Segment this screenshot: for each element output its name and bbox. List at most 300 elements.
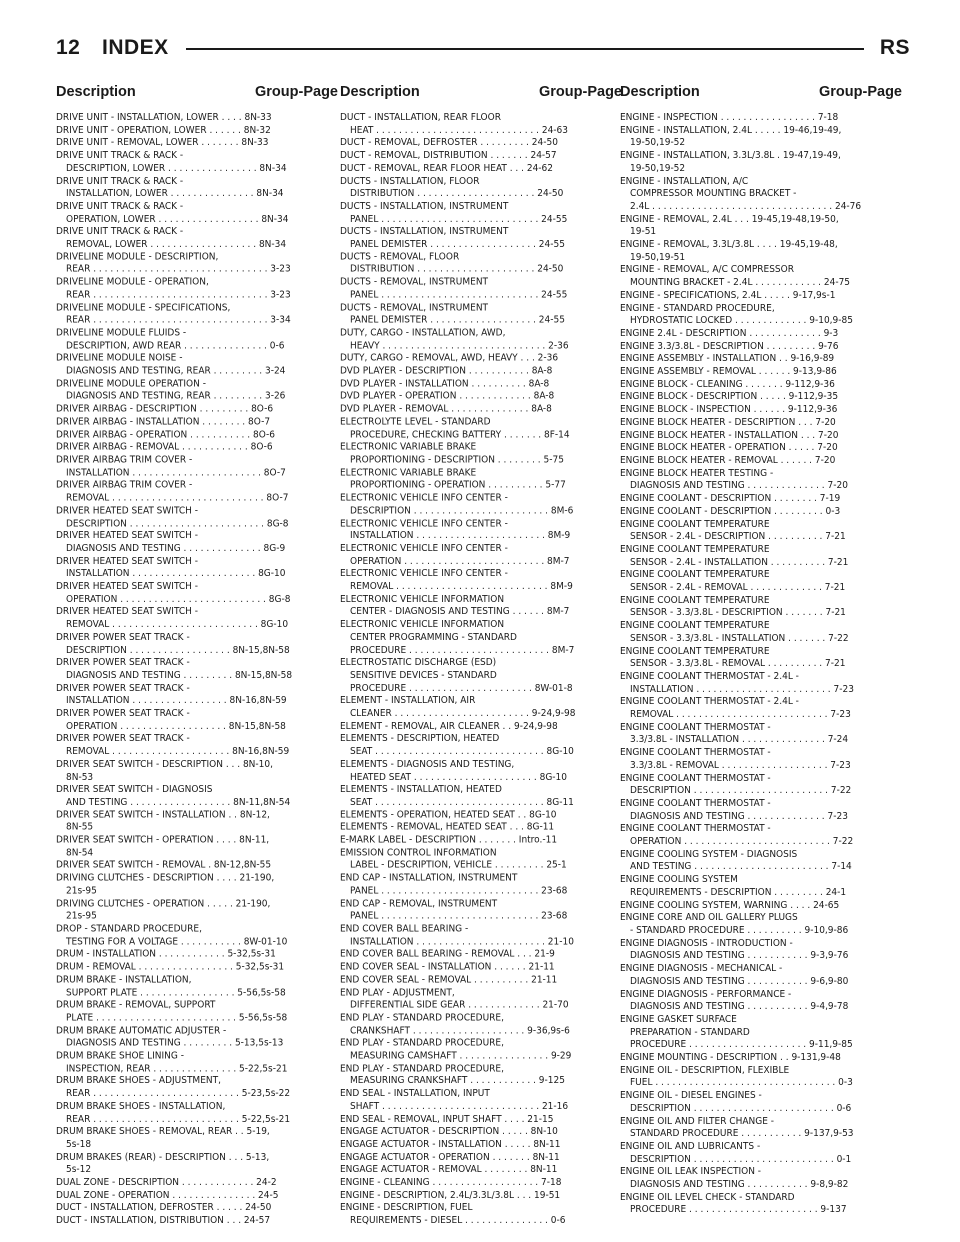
index-entry <box>620 303 902 328</box>
index-entry-text: DRIVER HEATED SEAT SWITCH - OPERATION . . . . . . . . . . . . . . . . . . . . . . . . . . 8G-8 <box>56 581 291 605</box>
index-entry-text: DUCTS - REMOVAL, INSTRUMENT PANEL DEMISTER . . . . . . . . . . . . . . . . . . . 24-55 <box>340 302 565 326</box>
index-entry-text: DRIVER HEATED SEAT SWITCH - DIAGNOSIS AND TESTING . . . . . . . . . . . . . . 8G-9 <box>56 530 286 555</box>
index-entry <box>340 962 622 975</box>
index-entry <box>620 328 902 341</box>
index-entry-text: ENGINE - INSPECTION . . . . . . . . . . . . . . . . . 7-18 <box>620 112 839 123</box>
index-entry-text: DRIVER POWER SEAT TRACK - DESCRIPTION . . . . . . . . . . . . . . . . . . 8N-15,8N-58 <box>56 631 290 656</box>
index-entry <box>56 962 338 975</box>
index-entry-text: ENGINE BLOCK HEATER - REMOVAL . . . . . . 7-20 <box>620 454 836 466</box>
index-entry-text: EMISSION CONTROL INFORMATION LABEL - DESCRIPTION, VEHICLE . . . . . . . . . 25-1 <box>340 847 567 872</box>
index-entry <box>620 1052 902 1065</box>
index-entry-text: DVD PLAYER - REMOVAL . . . . . . . . . . . . . . 8A-8 <box>340 403 552 415</box>
index-entry-text: ENGINE DIAGNOSIS - PERFORMANCE - DIAGNOSIS AND TESTING . . . . . . . . . . . 9-4,9-78 <box>620 988 849 1013</box>
group-page-heading: Group-Page <box>255 84 338 100</box>
index-entry-text: DRUM BRAKES (REAR) - DESCRIPTION . . . 5-13, 5s-12 <box>56 1151 270 1176</box>
index-entry <box>56 150 338 175</box>
index-entry-text: DUCT - INSTALLATION, DISTRIBUTION . . . 24-57 <box>56 1215 271 1227</box>
index-entry <box>340 619 622 657</box>
index-entry <box>56 1076 338 1101</box>
index-column-3 <box>620 84 902 1217</box>
index-entry-text: ENGINE COOLANT THERMOSTAT - DESCRIPTION . . . . . . . . . . . . . . . . . . . . . . . . 7-22 <box>620 772 852 797</box>
index-entry-text: ENGINE COOLING SYSTEM - DIAGNOSIS AND TESTING . . . . . . . . . . . . . . . . . . . . . . . . 7-14 <box>620 848 852 873</box>
index-entry <box>56 860 338 873</box>
page-header <box>56 36 910 66</box>
index-entry-text: END PLAY - STANDARD PROCEDURE, MEASURING CRANKSHAFT . . . . . . . . . . . . 9-125 <box>340 1063 565 1087</box>
index-entry <box>56 328 338 353</box>
index-entry <box>620 1141 902 1166</box>
index-entry <box>340 137 622 150</box>
index-entry-text: ENGINE BLOCK - INSPECTION . . . . . . 9-112,9-36 <box>620 404 838 416</box>
index-entry <box>56 873 338 898</box>
index-entry-text: DRIVER AIRBAG - OPERATION . . . . . . . . . . . 8O-6 <box>56 429 276 440</box>
description-heading: Description <box>56 84 136 100</box>
index-entry <box>620 1014 902 1052</box>
index-entry <box>56 353 338 378</box>
index-entry <box>56 835 338 860</box>
index-entry <box>56 1177 338 1190</box>
index-entry-text: END PLAY - STANDARD PROCEDURE, MEASURING CAMSHAFT . . . . . . . . . . . . . . . . 9-29 <box>340 1037 572 1062</box>
index-entry-text: ENGAGE ACTUATOR - OPERATION . . . . . . . 8N-11 <box>340 1151 560 1163</box>
page-title: INDEX <box>102 36 169 59</box>
index-entry-text: END COVER SEAL - REMOVAL . . . . . . . . . . 21-11 <box>340 974 558 986</box>
index-entry-text: ENGINE COOLANT TEMPERATURE SENSOR - 2.4L - DESCRIPTION . . . . . . . . . . 7-21 <box>620 518 846 543</box>
index-entry-text: ENGINE COOLANT THERMOSTAT - 2.4L - REMOVAL . . . . . . . . . . . . . . . . . . . . . . . . . . . 7-23 <box>620 696 851 721</box>
index-entry <box>620 722 902 747</box>
index-entry-text: ELEMENTS - INSTALLATION, HEATED SEAT . . . . . . . . . . . . . . . . . . . . . . . . . . . . . . 8G-11 <box>340 784 574 808</box>
index-entry <box>340 1190 622 1203</box>
index-entry-text: ELECTRONIC VARIABLE BRAKE PROPORTIONING - DESCRIPTION . . . . . . . . 5-75 <box>340 441 564 466</box>
index-entry-text: DUCT - REMOVAL, DEFROSTER . . . . . . . . . 24-50 <box>340 137 558 149</box>
index-entry-text: DUAL ZONE - OPERATION . . . . . . . . . . . . . . . 24-5 <box>56 1189 279 1201</box>
index-entry-text: DRIVER POWER SEAT TRACK - INSTALLATION . . . . . . . . . . . . . . . . . 8N-16,8N-59 <box>56 682 287 707</box>
index-entry-text: ENGINE OIL - DIESEL ENGINES - DESCRIPTION . . . . . . . . . . . . . . . . . . . . . . . . . 0-6 <box>620 1090 852 1114</box>
index-entry-text: ENGINE COOLANT TEMPERATURE SENSOR - 3.3/3.8L - INSTALLATION . . . . . . . 7-22 <box>620 620 849 644</box>
index-entry-text: DRUM BRAKE AUTOMATIC ADJUSTER - DIAGNOSIS AND TESTING . . . . . . . . . 5-13,5s-13 <box>56 1024 284 1049</box>
index-entry <box>56 1025 338 1050</box>
index-entry <box>340 898 622 923</box>
index-entry-text: ELEMENTS - DIAGNOSIS AND TESTING, HEATED SEAT . . . . . . . . . . . . . . . . . . . . . . 8G-10 <box>340 758 567 783</box>
index-entry-text: ELEMENT - INSTALLATION, AIR CLEANER . . . . . . . . . . . . . . . . . . . . . . . . 9-24,9-98 <box>340 695 576 719</box>
index-entry <box>56 480 338 505</box>
index-entry-text: ENGINE - DESCRIPTION, 2.4L/3.3L/3.8L . . . 19-51 <box>340 1189 561 1201</box>
index-entry-text: ENGINE COOLING SYSTEM, WARNING . . . . 24-65 <box>620 899 840 911</box>
index-entry-text: E-MARK LABEL - DESCRIPTION . . . . . . . Intro.-11 <box>340 834 558 846</box>
index-entry <box>56 429 338 442</box>
index-entry-text: ENGINE ASSEMBLY - REMOVAL . . . . . . 9-13,9-86 <box>620 366 837 378</box>
index-entry <box>340 657 622 695</box>
index-entry <box>340 404 622 417</box>
index-entry <box>620 1192 902 1217</box>
index-entry <box>620 823 902 848</box>
index-entry-text: DRIVELINE MODULE NOISE - DIAGNOSIS AND TESTING, REAR . . . . . . . . . 3-24 <box>56 352 286 377</box>
index-entry <box>340 492 622 517</box>
index-entry <box>620 912 902 937</box>
index-entry <box>620 1065 902 1090</box>
index-entry <box>620 620 902 645</box>
index-entry-text: END COVER BALL BEARING - REMOVAL . . . 21-9 <box>340 948 555 960</box>
index-entry <box>620 1116 902 1141</box>
index-entry-text: ENGINE OIL AND LUBRICANTS - DESCRIPTION . . . . . . . . . . . . . . . . . . . . . . . . . 0-1 <box>620 1140 852 1165</box>
index-entry <box>56 1152 338 1177</box>
section-code: RS <box>879 36 910 59</box>
index-entry <box>340 353 622 366</box>
index-entry-text: DRUM BRAKE - INSTALLATION, SUPPORT PLATE . . . . . . . . . . . . . . . . . 5-56,5s-58 <box>56 974 286 998</box>
index-entry-text: END SEAL - REMOVAL, INPUT SHAFT . . . . 21-15 <box>340 1113 554 1125</box>
index-entry-text: ENGINE - INSTALLATION, A/C COMPRESSOR MOUNTING BRACKET - 2.4L . . . . . . . . . . . . . . . . . . . . . . . . . . . . . . . . 24-76 <box>620 175 862 212</box>
entry-list <box>56 112 338 1228</box>
description-heading: Description <box>340 84 420 100</box>
index-entry <box>56 1101 338 1126</box>
index-entry <box>620 696 902 721</box>
index-entry-text: DUCTS - INSTALLATION, FLOOR DISTRIBUTION . . . . . . . . . . . . . . . . . . . . . 24-50 <box>340 175 564 200</box>
index-entry-text: DRUM - INSTALLATION . . . . . . . . . . . . 5-32,5s-31 <box>56 948 276 960</box>
index-entry <box>340 1164 622 1177</box>
page-number: 12 <box>56 36 81 59</box>
index-entry <box>56 809 338 834</box>
index-entry <box>56 530 338 555</box>
index-entry-text: DRIVER AIRBAG - REMOVAL . . . . . . . . . . . . 8O-6 <box>56 441 273 453</box>
index-entry-text: END SEAL - INSTALLATION, INPUT SHAFT . . . . . . . . . . . . . . . . . . . . . . . . . . . . 21-16 <box>340 1088 569 1113</box>
index-entry <box>340 835 622 848</box>
index-entry-text: ENGINE - REMOVAL, 3.3L/3.8L . . . . 19-45,19-48, 19-50,19-51 <box>620 239 838 263</box>
index-entry-text: DRIVER AIRBAG TRIM COVER - REMOVAL . . . . . . . . . . . . . . . . . . . . . . . . . . . 8O-7 <box>56 479 289 504</box>
index-entry-text: END PLAY - ADJUSTMENT, DIFFERENTIAL SIDE GEAR . . . . . . . . . . . . . 21-70 <box>340 986 569 1011</box>
index-entry-text: DRIVER POWER SEAT TRACK - DIAGNOSIS AND TESTING . . . . . . . . . 8N-15,8N-58 <box>56 657 293 681</box>
index-entry <box>340 1063 622 1088</box>
index-entry <box>340 175 622 200</box>
index-entry <box>56 974 338 999</box>
index-entry <box>56 1190 338 1203</box>
index-entry <box>56 733 338 758</box>
index-entry-text: ELECTRONIC VEHICLE INFORMATION CENTER - DIAGNOSIS AND TESTING . . . . . . 8M-7 <box>340 593 570 618</box>
index-entry <box>56 632 338 657</box>
index-entry <box>56 581 338 606</box>
index-entry-text: DROP - STANDARD PROCEDURE, TESTING FOR A VOLTAGE . . . . . . . . . . . 8W-01-10 <box>56 923 288 948</box>
index-entry <box>620 404 902 417</box>
index-entry <box>340 1203 622 1228</box>
index-entry-text: ENGINE COOLANT TEMPERATURE SENSOR - 2.4L - INSTALLATION . . . . . . . . . . 7-21 <box>620 543 849 568</box>
index-entry <box>620 112 902 125</box>
index-entry-text: ENGINE BLOCK - CLEANING . . . . . . . 9-112,9-36 <box>620 378 835 390</box>
index-entry <box>340 251 622 276</box>
index-entry <box>56 898 338 923</box>
index-entry <box>340 1012 622 1037</box>
index-entry-text: DRIVELINE MODULE OPERATION - DIAGNOSIS AND TESTING, REAR . . . . . . . . . 3-26 <box>56 378 286 402</box>
index-entry-text: DRIVER AIRBAG TRIM COVER - INSTALLATION . . . . . . . . . . . . . . . . . . . . . . . 8O-7 <box>56 454 286 479</box>
index-entry <box>340 1152 622 1165</box>
index-entry-text: DRIVE UNIT TRACK & RACK - DESCRIPTION, LOWER . . . . . . . . . . . . . . . . 8N-34 <box>56 150 287 174</box>
entry-list <box>620 112 902 1217</box>
index-entry <box>340 1126 622 1139</box>
index-entry <box>620 430 902 443</box>
index-entry-text: ENGINE COOLANT THERMOSTAT - 3.3/3.8L - INSTALLATION . . . . . . . . . . . . . . . 7-24 <box>620 721 849 746</box>
index-entry-text: ELECTRONIC VEHICLE INFO CENTER - DESCRIPTION . . . . . . . . . . . . . . . . . . . . . . . . 8M-6 <box>340 492 574 517</box>
index-entry-text: DRIVER SEAT SWITCH - INSTALLATION . . 8N-12, 8N-55 <box>56 809 270 834</box>
index-entry <box>56 442 338 455</box>
index-entry-text: DRIVE UNIT - INSTALLATION, LOWER . . . . 8N-33 <box>56 112 272 123</box>
index-entry <box>620 264 902 289</box>
index-entry-text: DRIVING CLUTCHES - OPERATION . . . . . 21-190, 21s-95 <box>56 898 271 922</box>
index-entry <box>340 568 622 593</box>
index-entry-text: ENGINE - SPECIFICATIONS, 2.4L . . . . . 9-17,9s-1 <box>620 289 836 301</box>
index-entry <box>56 416 338 429</box>
index-entry-text: ENGINE - DESCRIPTION, FUEL REQUIREMENTS - DIESEL . . . . . . . . . . . . . . . 0-6 <box>340 1202 566 1227</box>
index-entry <box>340 442 622 467</box>
index-entry-text: ENGINE 2.4L - DESCRIPTION . . . . . . . . . . . . . 9-3 <box>620 327 839 339</box>
column-header <box>56 84 338 112</box>
index-entry-text: DRIVELINE MODULE FLUIDS - DESCRIPTION, AWD REAR . . . . . . . . . . . . . . . 0-6 <box>56 327 285 352</box>
index-entry <box>340 1114 622 1127</box>
index-entry <box>340 1038 622 1063</box>
index-entry <box>340 594 622 619</box>
index-entry <box>340 1139 622 1152</box>
index-entry <box>340 847 622 872</box>
index-entry-text: ENGINE COOLANT THERMOSTAT - OPERATION . . . . . . . . . . . . . . . . . . . . . . . . . . 7-22 <box>620 823 854 848</box>
index-entry-text: ELEMENTS - REMOVAL, HEATED SEAT . . . 8G-11 <box>340 822 555 834</box>
index-entry-text: DRIVE UNIT TRACK & RACK - REMOVAL, LOWER . . . . . . . . . . . . . . . . . . . 8N-34 <box>56 226 287 250</box>
index-entry-text: DRIVELINE MODULE - DESCRIPTION, REAR . . . . . . . . . . . . . . . . . . . . . . . . . . . . . . . 3-23 <box>56 251 291 276</box>
index-entry <box>56 683 338 708</box>
index-entry <box>620 341 902 354</box>
index-entry <box>340 378 622 391</box>
index-entry <box>56 1203 338 1216</box>
index-entry <box>56 708 338 733</box>
index-entry <box>620 290 902 303</box>
index-entry-text: ELECTRONIC VEHICLE INFO CENTER - REMOVAL . . . . . . . . . . . . . . . . . . . . . . . . . . . 8M-9 <box>340 568 573 593</box>
index-entry <box>340 150 622 163</box>
index-entry <box>56 924 338 949</box>
index-entry <box>340 949 622 962</box>
index-entry <box>620 353 902 366</box>
index-entry <box>340 873 622 898</box>
index-entry <box>340 163 622 176</box>
index-entry-text: ENGINE - INSTALLATION, 2.4L . . . . . 19-46,19-49, 19-50,19-52 <box>620 124 842 149</box>
index-entry <box>620 176 902 214</box>
index-entry <box>56 226 338 251</box>
index-entry <box>340 809 622 822</box>
index-entry <box>340 784 622 809</box>
index-entry-text: ENGINE BLOCK HEATER - DESCRIPTION . . . 7-20 <box>620 416 836 428</box>
index-entry-text: DUAL ZONE - DESCRIPTION . . . . . . . . . . . . . 24-2 <box>56 1177 277 1189</box>
index-entry-text: END PLAY - STANDARD PROCEDURE, CRANKSHAFT . . . . . . . . . . . . . . . . . . . . 9-36,9s-6 <box>340 1012 570 1036</box>
index-entry <box>340 391 622 404</box>
index-entry-text: DRIVER SEAT SWITCH - OPERATION . . . . 8N-11, 8N-54 <box>56 834 270 859</box>
index-entry <box>620 391 902 404</box>
index-entry-text: ENGINE COOLING SYSTEM REQUIREMENTS - DESCRIPTION . . . . . . . . . 24-1 <box>620 874 847 898</box>
index-entry <box>340 695 622 720</box>
index-entry-text: DUCTS - REMOVAL, INSTRUMENT PANEL . . . . . . . . . . . . . . . . . . . . . . . . . . . . 24-55 <box>340 276 568 301</box>
index-entry-text: DRIVER AIRBAG - INSTALLATION . . . . . . . . 8O-7 <box>56 416 271 428</box>
index-entry-text: ENGINE COOLANT TEMPERATURE SENSOR - 3.3/3.8L - DESCRIPTION . . . . . . . 7-21 <box>620 594 846 619</box>
index-entry-text: DRIVER HEATED SEAT SWITCH - REMOVAL . . . . . . . . . . . . . . . . . . . . . . . . . . 8G-10 <box>56 606 289 631</box>
index-entry-text: ENGINE GASKET SURFACE PREPARATION - STANDARD PROCEDURE . . . . . . . . . . . . . . . . . . . . . 9-11,9-85 <box>620 1013 853 1051</box>
index-column-2 <box>340 84 622 1230</box>
index-entry-text: ENGINE COOLANT - DESCRIPTION . . . . . . . . 7-19 <box>620 493 841 505</box>
index-entry <box>340 112 622 137</box>
group-page-heading: Group-Page <box>819 84 902 100</box>
index-entry-text: ENGINE OIL AND FILTER CHANGE - STANDARD PROCEDURE . . . . . . . . . . . 9-137,9-53 <box>620 1115 854 1140</box>
index-entry <box>340 721 622 734</box>
index-entry-text: ENGINE COOLANT THERMOSTAT - 2.4L - INSTALLATION . . . . . . . . . . . . . . . . . . . . . . . . 7-23 <box>620 670 854 695</box>
index-entry-text: DRIVER SEAT SWITCH - REMOVAL . 8N-12,8N-55 <box>56 860 272 872</box>
index-entry-text: DRUM BRAKE SHOES - INSTALLATION, REAR . . . . . . . . . . . . . . . . . . . . . . . . . . 5-22,5s-21 <box>56 1101 291 1125</box>
index-entry-text: DRIVER SEAT SWITCH - DIAGNOSIS AND TESTING . . . . . . . . . . . . . . . . . . 8N-11,8N-54 <box>56 784 291 808</box>
index-entry-text: ENGINE - CLEANING . . . . . . . . . . . . . . . . . . . 7-18 <box>340 1177 562 1189</box>
index-entry <box>620 798 902 823</box>
index-entry <box>56 505 338 530</box>
index-column-1 <box>56 84 338 1230</box>
index-entry-text: ENGINE COOLANT THERMOSTAT - DIAGNOSIS AND TESTING . . . . . . . . . . . . . . 7-23 <box>620 797 848 822</box>
index-entry <box>56 201 338 226</box>
index-entry-text: ELECTRONIC VARIABLE BRAKE PROPORTIONING - OPERATION . . . . . . . . . . 5-77 <box>340 467 566 491</box>
index-entry <box>56 1126 338 1151</box>
index-entry <box>56 1000 338 1025</box>
index-entry-text: ENGINE MOUNTING - DESCRIPTION . . 9-131,9-48 <box>620 1052 841 1064</box>
index-entry-text: ENGINE - INSTALLATION, 3.3L/3.8L . 19-47,19-49, 19-50,19-52 <box>620 150 841 174</box>
index-entry-text: ENGAGE ACTUATOR - REMOVAL . . . . . . . . 8N-11 <box>340 1164 558 1176</box>
index-entry <box>56 454 338 479</box>
index-entry-text: END COVER SEAL - INSTALLATION . . . . . . 21-11 <box>340 961 555 973</box>
index-entry-text: DRUM BRAKE SHOES - ADJUSTMENT, REAR . . . . . . . . . . . . . . . . . . . . . . . . . . 5-23,5s-22 <box>56 1075 291 1100</box>
index-entry <box>56 302 338 327</box>
index-entry-text: DRUM BRAKE SHOES - REMOVAL, REAR . . 5-19, 5s-18 <box>56 1126 270 1151</box>
index-entry <box>620 468 902 493</box>
index-entry <box>620 874 902 899</box>
index-entry <box>340 822 622 835</box>
index-entry <box>340 733 622 758</box>
index-entry-text: DRIVE UNIT TRACK & RACK - OPERATION, LOWER . . . . . . . . . . . . . . . . . . 8N-34 <box>56 200 289 225</box>
index-entry <box>56 607 338 632</box>
index-entry-text: ENGINE 3.3/3.8L - DESCRIPTION . . . . . . . . . 9-76 <box>620 340 839 352</box>
index-entry-text: DRIVELINE MODULE - OPERATION, REAR . . . . . . . . . . . . . . . . . . . . . . . . . . . . . . . 3-23 <box>56 276 291 301</box>
index-entry <box>340 201 622 226</box>
index-entry <box>340 1177 622 1190</box>
index-entry-text: ENGINE DIAGNOSIS - INTRODUCTION - DIAGNOSIS AND TESTING . . . . . . . . . . . 9-3,9-76 <box>620 937 849 962</box>
index-entry <box>56 1050 338 1075</box>
index-entry <box>620 900 902 913</box>
index-entry-text: DRIVE UNIT - REMOVAL, LOWER . . . . . . . 8N-33 <box>56 137 269 149</box>
index-entry-text: ENGINE COOLANT THERMOSTAT - 3.3/3.8L - REMOVAL . . . . . . . . . . . . . . . . . . . 7-23 <box>620 747 851 771</box>
index-entry <box>620 417 902 430</box>
index-entry <box>56 657 338 682</box>
index-entry-text: DVD PLAYER - INSTALLATION . . . . . . . . . . 8A-8 <box>340 378 550 390</box>
index-entry-text: DRUM BRAKE - REMOVAL, SUPPORT PLATE . . . . . . . . . . . . . . . . . . . . . . . . . 5-56,5s-58 <box>56 999 288 1024</box>
index-entry <box>340 543 622 568</box>
index-entry <box>56 137 338 150</box>
index-entry <box>620 506 902 519</box>
index-entry-text: ENGINE OIL LEVEL CHECK - STANDARD PROCEDURE . . . . . . . . . . . . . . . . . . . . . . . 9-137 <box>620 1191 847 1216</box>
index-entry-text: ELECTRONIC VEHICLE INFORMATION CENTER PROGRAMMING - STANDARD PROCEDURE . . . . . . . . . . . . . . . . . . . . . . . . . 8M-7 <box>340 619 575 656</box>
index-entry <box>620 849 902 874</box>
index-entry <box>340 328 622 353</box>
header-rule <box>186 48 864 50</box>
index-entry-text: ELECTROLYTE LEVEL - STANDARD PROCEDURE, CHECKING BATTERY . . . . . . . 8F-14 <box>340 416 570 440</box>
index-entry <box>620 493 902 506</box>
index-entry-text: DUCT - REMOVAL, DISTRIBUTION . . . . . . . 24-57 <box>340 150 557 162</box>
index-entry-text: ENGINE BLOCK - DESCRIPTION . . . . . 9-112,9-35 <box>620 391 839 403</box>
index-entry <box>340 226 622 251</box>
index-entry <box>620 747 902 772</box>
index-entry-text: DVD PLAYER - DESCRIPTION . . . . . . . . . . . 8A-8 <box>340 365 553 377</box>
index-entry <box>620 595 902 620</box>
description-heading: Description <box>620 84 700 100</box>
index-entry <box>620 455 902 468</box>
index-entry-text: ENGINE - REMOVAL, A/C COMPRESSOR MOUNTING BRACKET - 2.4L . . . . . . . . . . . . 24-75 <box>620 264 851 289</box>
index-entry-text: DUTY, CARGO - INSTALLATION, AWD, HEAVY . . . . . . . . . . . . . . . . . . . . . . . . . . . . . 2-36 <box>340 327 569 352</box>
index-entry <box>56 1215 338 1228</box>
index-entry-text: DRIVER POWER SEAT TRACK - REMOVAL . . . . . . . . . . . . . . . . . . . . . 8N-16,8N-59 <box>56 733 290 757</box>
index-entry <box>340 467 622 492</box>
index-entry <box>56 404 338 417</box>
index-entry-text: ELEMENTS - OPERATION, HEATED SEAT . . 8G-10 <box>340 809 557 821</box>
index-entry-text: ELEMENTS - DESCRIPTION, HEATED SEAT . . . . . . . . . . . . . . . . . . . . . . . . . . . . . . 8G-10 <box>340 733 574 757</box>
index-entry <box>56 556 338 581</box>
index-entry-text: ENGINE COOLANT TEMPERATURE SENSOR - 2.4L - REMOVAL . . . . . . . . . . . . . 7-21 <box>620 569 846 594</box>
index-entry-text: DUCTS - INSTALLATION, INSTRUMENT PANEL DEMISTER . . . . . . . . . . . . . . . . . . . 24-55 <box>340 226 565 250</box>
index-entry <box>56 175 338 200</box>
group-page-heading: Group-Page <box>539 84 622 100</box>
index-entry-text: DRIVING CLUTCHES - DESCRIPTION . . . . 21-190, 21s-95 <box>56 872 275 897</box>
index-entry <box>340 974 622 987</box>
index-entry <box>340 518 622 543</box>
index-entry-text: ELECTROSTATIC DISCHARGE (ESD) SENSITIVE DEVICES - STANDARD PROCEDURE . . . . . . . . . . . . . . . . . . . . . . 8W-01-8 <box>340 657 573 694</box>
index-entry <box>620 214 902 239</box>
entry-list <box>340 112 622 1228</box>
index-entry-text: ENGINE BLOCK HEATER - INSTALLATION . . . 7-20 <box>620 429 839 441</box>
index-entry-text: DRIVER HEATED SEAT SWITCH - DESCRIPTION . . . . . . . . . . . . . . . . . . . . . . . . 8G-8 <box>56 505 289 529</box>
index-entry-text: ENGAGE ACTUATOR - INSTALLATION . . . . . 8N-11 <box>340 1139 561 1151</box>
index-entry-text: END COVER BALL BEARING - INSTALLATION . . . . . . . . . . . . . . . . . . . . . . . 21-10 <box>340 923 574 948</box>
index-entry-text: DRIVER SEAT SWITCH - DESCRIPTION . . . 8N-10, 8N-53 <box>56 758 273 783</box>
index-entry-text: ENGINE OIL LEAK INSPECTION - DIAGNOSIS AND TESTING . . . . . . . . . . . 9-8,9-82 <box>620 1166 849 1191</box>
index-entry <box>620 150 902 175</box>
index-entry <box>340 366 622 379</box>
index-entry-text: ENGAGE ACTUATOR - DESCRIPTION . . . . . 8N-10 <box>340 1126 558 1138</box>
index-entry <box>56 125 338 138</box>
index-entry-text: DUCTS - REMOVAL, FLOOR DISTRIBUTION . . . . . . . . . . . . . . . . . . . . . 24-50 <box>340 251 564 276</box>
index-entry-text: END CAP - INSTALLATION, INSTRUMENT PANEL . . . . . . . . . . . . . . . . . . . . . . . . . . . . 23-68 <box>340 872 568 897</box>
index-entry <box>620 938 902 963</box>
index-entry <box>56 277 338 302</box>
index-entry <box>340 924 622 949</box>
index-entry <box>620 569 902 594</box>
index-entry-text: ENGINE COOLANT TEMPERATURE SENSOR - 3.3/3.8L - REMOVAL . . . . . . . . . . 7-21 <box>620 645 846 670</box>
index-entry-text: DRIVE UNIT TRACK & RACK - INSTALLATION, LOWER . . . . . . . . . . . . . . . 8N-34 <box>56 175 284 200</box>
index-entry-text: DUCTS - INSTALLATION, INSTRUMENT PANEL . . . . . . . . . . . . . . . . . . . . . . . . . . . . 24-55 <box>340 200 568 225</box>
index-entry <box>620 1090 902 1115</box>
index-entry-text: DRIVER POWER SEAT TRACK - OPERATION . . . . . . . . . . . . . . . . . . . 8N-15,8N-58 <box>56 707 286 732</box>
index-entry <box>620 646 902 671</box>
index-entry-text: ELECTRONIC VEHICLE INFO CENTER - INSTALLATION . . . . . . . . . . . . . . . . . . . . . . . 8M-9 <box>340 517 571 542</box>
index-entry <box>56 784 338 809</box>
index-entry <box>340 416 622 441</box>
index-entry-text: DRIVER HEATED SEAT SWITCH - INSTALLATION . . . . . . . . . . . . . . . . . . . . . . 8G-10 <box>56 555 286 580</box>
index-entry <box>620 519 902 544</box>
index-entry <box>620 379 902 392</box>
index-entry <box>340 759 622 784</box>
index-entry <box>620 671 902 696</box>
index-entry-text: DRIVE UNIT - OPERATION, LOWER . . . . . . 8N-32 <box>56 124 271 136</box>
index-entry-text: ELECTRONIC VEHICLE INFO CENTER - OPERATION . . . . . . . . . . . . . . . . . . . . . . . . . 8M-7 <box>340 543 570 567</box>
index-entry-text: END CAP - REMOVAL, INSTRUMENT PANEL . . . . . . . . . . . . . . . . . . . . . . . . . . . . 23-68 <box>340 898 568 922</box>
index-entry-text: DRUM BRAKE SHOE LINING - INSPECTION, REAR . . . . . . . . . . . . . . . 5-22,5s-21 <box>56 1050 288 1074</box>
index-entry <box>340 277 622 302</box>
index-entry <box>620 544 902 569</box>
index-entry <box>620 963 902 988</box>
index-entry <box>340 302 622 327</box>
index-entry <box>340 987 622 1012</box>
index-entry <box>620 125 902 150</box>
